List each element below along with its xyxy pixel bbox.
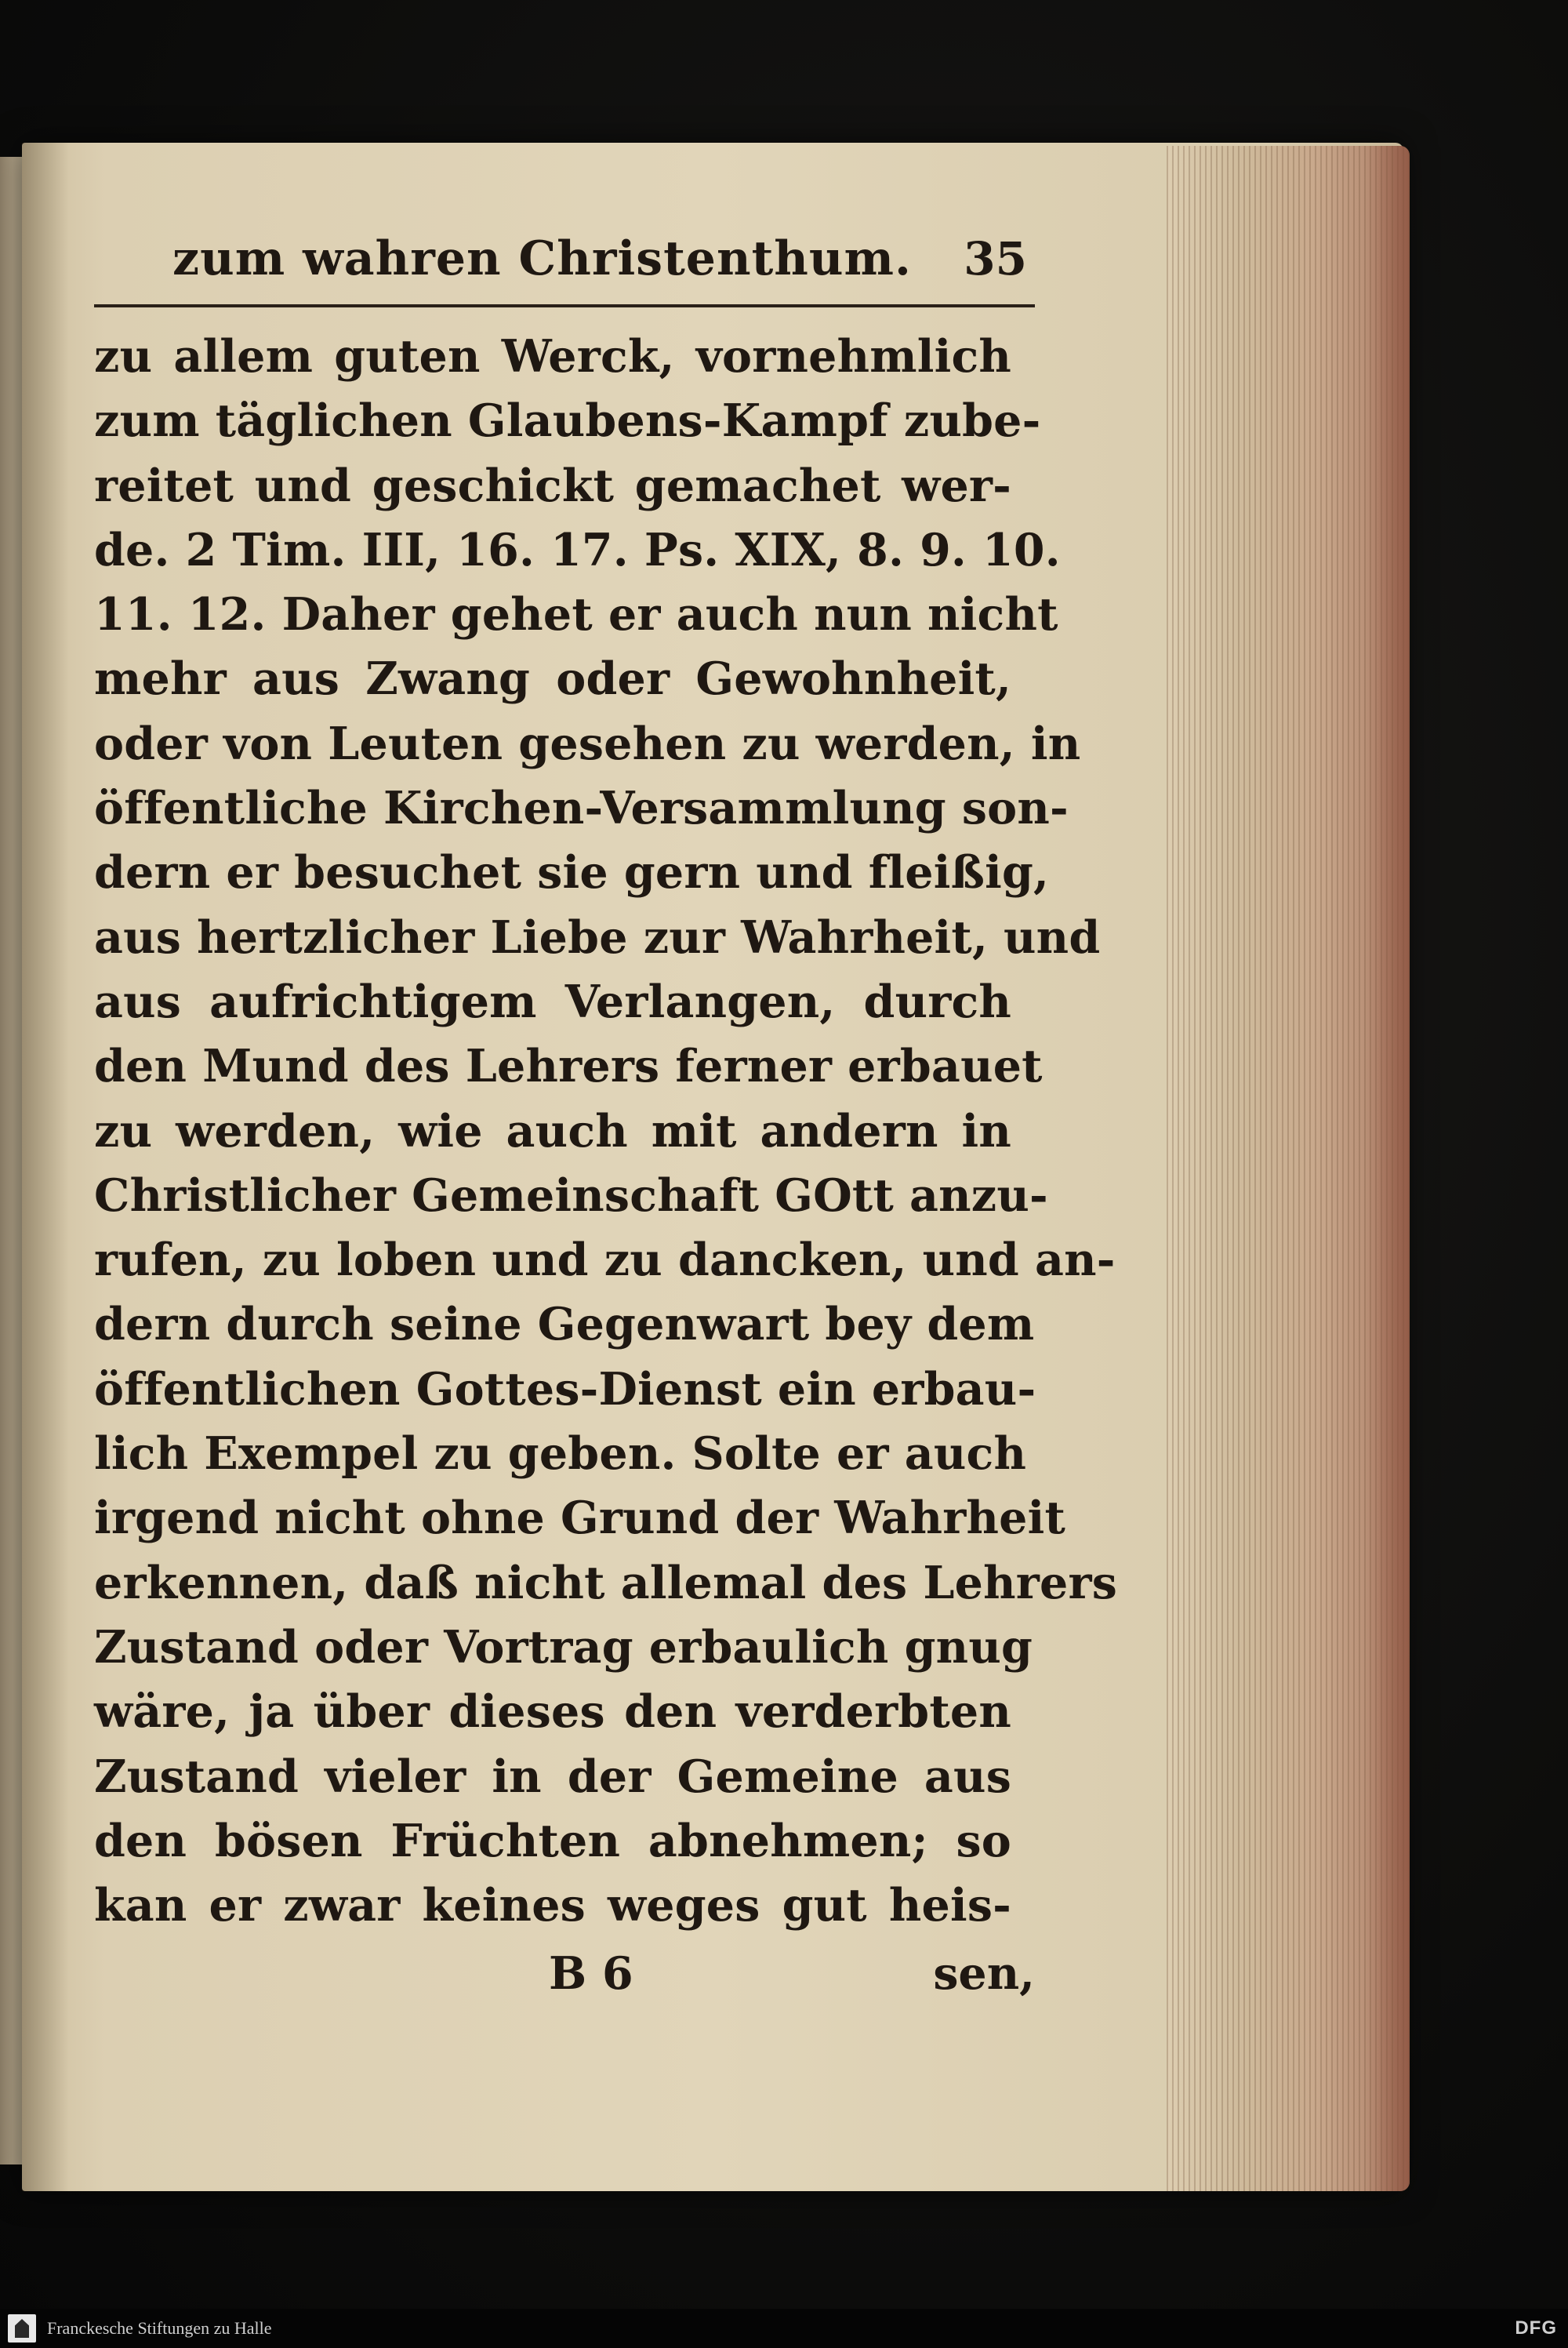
text-line: erkennen, daß nicht allemal des Lehrers <box>94 1556 1117 1609</box>
running-head <box>94 227 1027 306</box>
catchword: sen, <box>933 1947 1035 2001</box>
signature-mark: B 6 <box>549 1947 633 2001</box>
text-line: dern er besuchet sie gern und fleißig, <box>94 846 1050 900</box>
text-line: aus hertzlicher Liebe zur Wahrheit, und <box>94 910 1101 964</box>
institution-credit: Franckesche Stiftungen zu Halle <box>47 2318 272 2338</box>
text-line: den bösen Früchten abnehmen; so <box>94 1814 1011 1867</box>
text-line: zu allem guten Werck, vornehmlich <box>94 330 1011 383</box>
text-line: zum täglichen Glaubens-Kampf zube- <box>94 394 1041 448</box>
text-line: wäre, ja über dieses den verderbten <box>94 1685 1011 1739</box>
text-line: mehr aus Zwang oder Gewohnheit, <box>94 652 1011 706</box>
text-line: de. 2 Tim. III, 16. 17. Ps. XIX, 8. 9. 10. <box>94 523 1061 576</box>
credit-bar <box>0 2309 1568 2348</box>
text-line: 11. 12. Daher gehet er auch nun nicht <box>94 588 1058 642</box>
funder-logo: DFG <box>1515 2317 1557 2339</box>
head-rule <box>94 304 1035 307</box>
text-line: aus aufrichtigem Verlangen, durch <box>94 975 1011 1028</box>
body-text <box>94 325 1117 1938</box>
text-line: öffentliche Kirchen-Versammlung son- <box>94 782 1069 835</box>
text-line: dern durch seine Gegenwart bey dem <box>94 1298 1035 1351</box>
page-footer <box>94 1941 1035 2007</box>
text-line: irgend nicht ohne Grund der Wahrheit <box>94 1492 1066 1545</box>
text-line: kan er zwar keines weges gut heis- <box>94 1879 1011 1932</box>
text-line: Christlicher Gemeinschaft GOtt anzu- <box>94 1169 1048 1222</box>
text-line: zu werden, wie auch mit andern in <box>94 1104 1011 1158</box>
text-line: den Mund des Lehrers ferner erbauet <box>94 1040 1043 1093</box>
text-line: Zustand oder Vortrag erbaulich gnug <box>94 1620 1033 1674</box>
page-number: 35 <box>964 232 1027 285</box>
text-line: lich Exempel zu geben. Solte er auch <box>94 1427 1027 1481</box>
institution-logo-icon <box>8 2314 36 2343</box>
running-title: zum wahren Christenthum. <box>172 231 912 286</box>
text-line: Zustand vieler in der Gemeine aus <box>94 1750 1011 1803</box>
text-line: reitet und geschickt gemachet wer- <box>94 459 1011 512</box>
text-line: oder von Leuten gesehen zu werden, in <box>94 717 1081 770</box>
text-line: rufen, zu loben und zu dancken, und an- <box>94 1234 1116 1287</box>
printed-text-block <box>94 227 1117 2007</box>
page-fore-edge <box>1167 146 1410 2191</box>
text-line: öffentlichen Gottes-Dienst ein erbau- <box>94 1362 1036 1416</box>
